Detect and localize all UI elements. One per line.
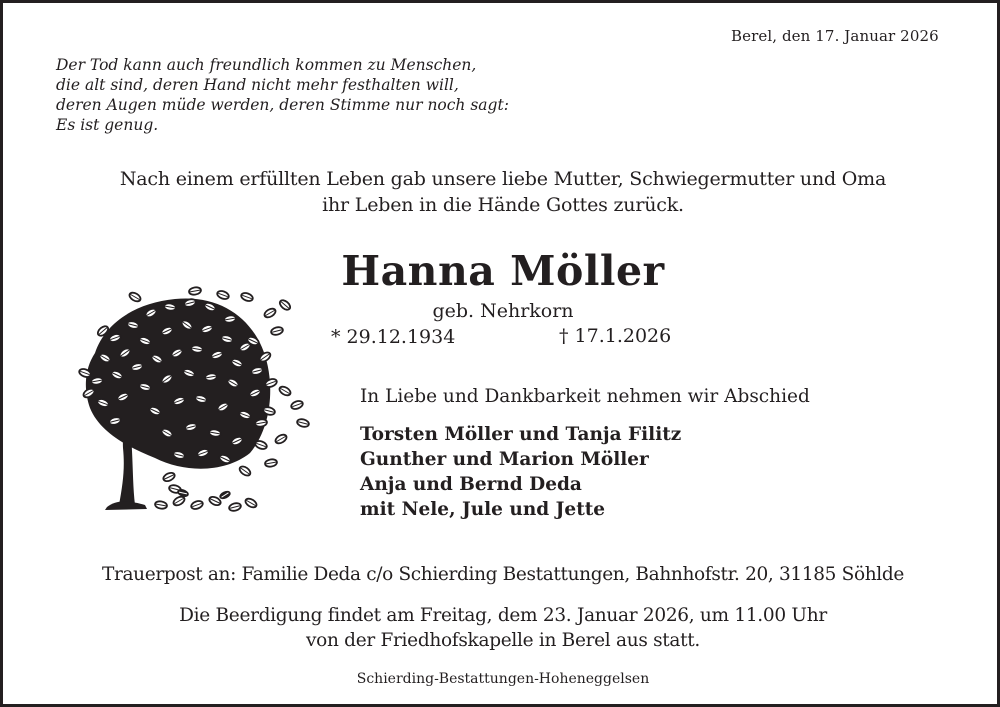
mourner-entry: Torsten Möller und Tanja Filitz <box>360 424 682 445</box>
intro-line: Nach einem erfüllten Leben gab unsere liebe Mutter, Schwiegermutter und Oma <box>119 168 887 190</box>
death-date: † 17.1.2026 <box>559 325 672 347</box>
poem-line: Es ist genug. <box>56 116 159 134</box>
condolence-address: Trauerpost an: Familie Deda c/o Schierding Bestattungen, Bahnhofstr. 20, 31185 Söhlde <box>102 564 904 585</box>
intro-line: ihr Leben in die Hände Gottes zurück. <box>322 194 684 216</box>
mourner-entry: Anja und Bernd Deda <box>360 474 582 495</box>
poem <box>56 55 509 135</box>
mourner-entry: mit Nele, Jule und Jette <box>360 499 606 520</box>
poem-line: deren Augen müde werden, deren Stimme nur noch sagt: <box>56 96 509 114</box>
funeral-line: von der Friedhofskapelle in Berel aus statt. <box>305 630 701 651</box>
maiden-name: geb. Nehrkorn <box>432 300 574 322</box>
place-and-date: Berel, den 17. Januar 2026 <box>731 27 939 45</box>
deceased-name: Hanna Möller <box>341 247 665 295</box>
poem-line: die alt sind, deren Hand nicht mehr festhalten will, <box>56 76 459 94</box>
mourner-entry: Gunther und Marion Möller <box>360 449 649 470</box>
funeral-line: Die Beerdigung findet am Freitag, dem 23. Januar 2026, um 11.00 Uhr <box>179 605 827 626</box>
undertaker-credit: Schierding-Bestattungen-Hoheneggelsen <box>356 671 650 687</box>
poem-line: Der Tod kann auch freundlich kommen zu Menschen, <box>56 56 477 74</box>
mourners-list <box>360 422 681 522</box>
tree-with-falling-leaves-icon <box>75 283 315 513</box>
funeral-details <box>3 603 1000 653</box>
birth-date: * 29.12.1934 <box>331 326 456 348</box>
intro-text <box>3 166 1000 218</box>
farewell-text: In Liebe und Dankbarkeit nehmen wir Abschied <box>360 386 810 407</box>
